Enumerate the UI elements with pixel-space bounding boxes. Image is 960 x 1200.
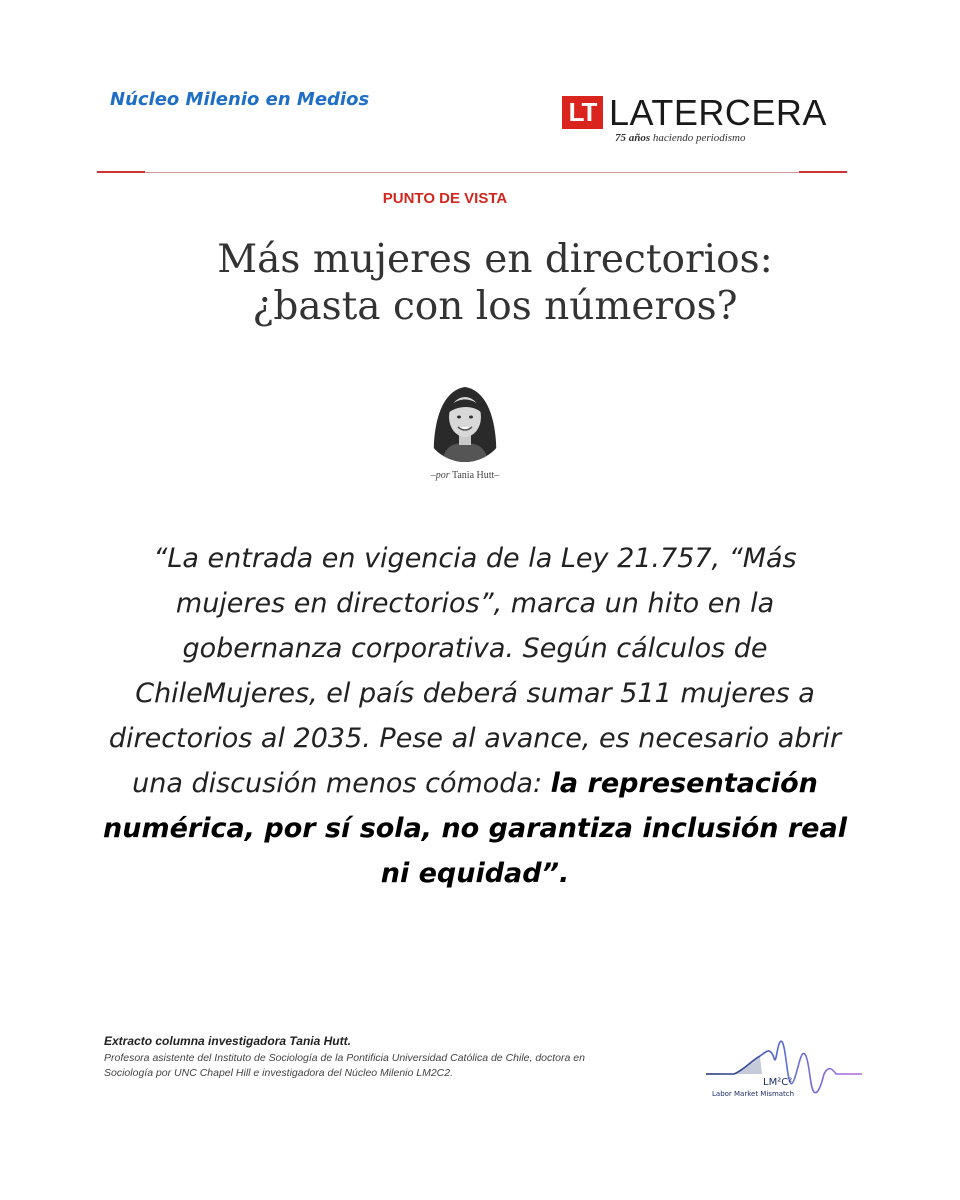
author-portrait [422,377,508,463]
byline-suffix: – [494,470,500,481]
footer-title: Extracto columna investigadora Tania Hutt. [104,1034,351,1048]
headline-line-1: Más mujeres en directorios: [217,237,773,282]
lm2c2-logo-subtitle: Labor Market Mismatch [712,1090,795,1098]
header-divider [97,172,847,173]
quote-regular: “La entrada en vigencia de la Ley 21.757, “Más mujeres en directorios”, marca un hito en la gobernanza corporativa. Según cálculos de ChileMujeres, el país deberá sumar 511 mujeres a directorios al 2035. Pese al avance, es necesario abrir una discusión menos cómoda: [108,543,842,799]
logo-name: LATERCERA [609,92,827,133]
logo-tagline [615,132,745,144]
divider-cap-right [799,171,847,173]
logo-tagline-text: haciendo periodismo [652,132,746,144]
la-tercera-logo [562,92,827,152]
headline-line-2: ¿basta con los números? [252,284,738,329]
lm2c2-logo-name: LM²C² [763,1077,793,1088]
divider-cap-left [97,171,145,173]
byline [0,470,930,481]
quote-emphasis: la representación numérica, por sí sola, no garantiza inclusión real ni equidad”. [103,768,847,889]
byline-prefix: –por [430,470,450,481]
footer-credit [104,1034,624,1081]
pull-quote [95,536,855,896]
nucleo-milenio-tag: Núcleo Milenio en Medios [110,89,370,110]
footer-description: Profesora asistente del Instituto de Sociología de la Pontificia Universidad Católica de Chile, doctora en Sociología por UNC Chapel Hill e investigadora del Núcleo Milenio LM2C2. [104,1052,585,1079]
section-label: PUNTO DE VISTA [382,190,508,207]
article-headline [100,236,890,330]
logo-mark: LT [562,96,603,129]
byline-author: Tania Hutt [451,470,495,481]
logo-tagline-years: 75 años [615,132,651,144]
